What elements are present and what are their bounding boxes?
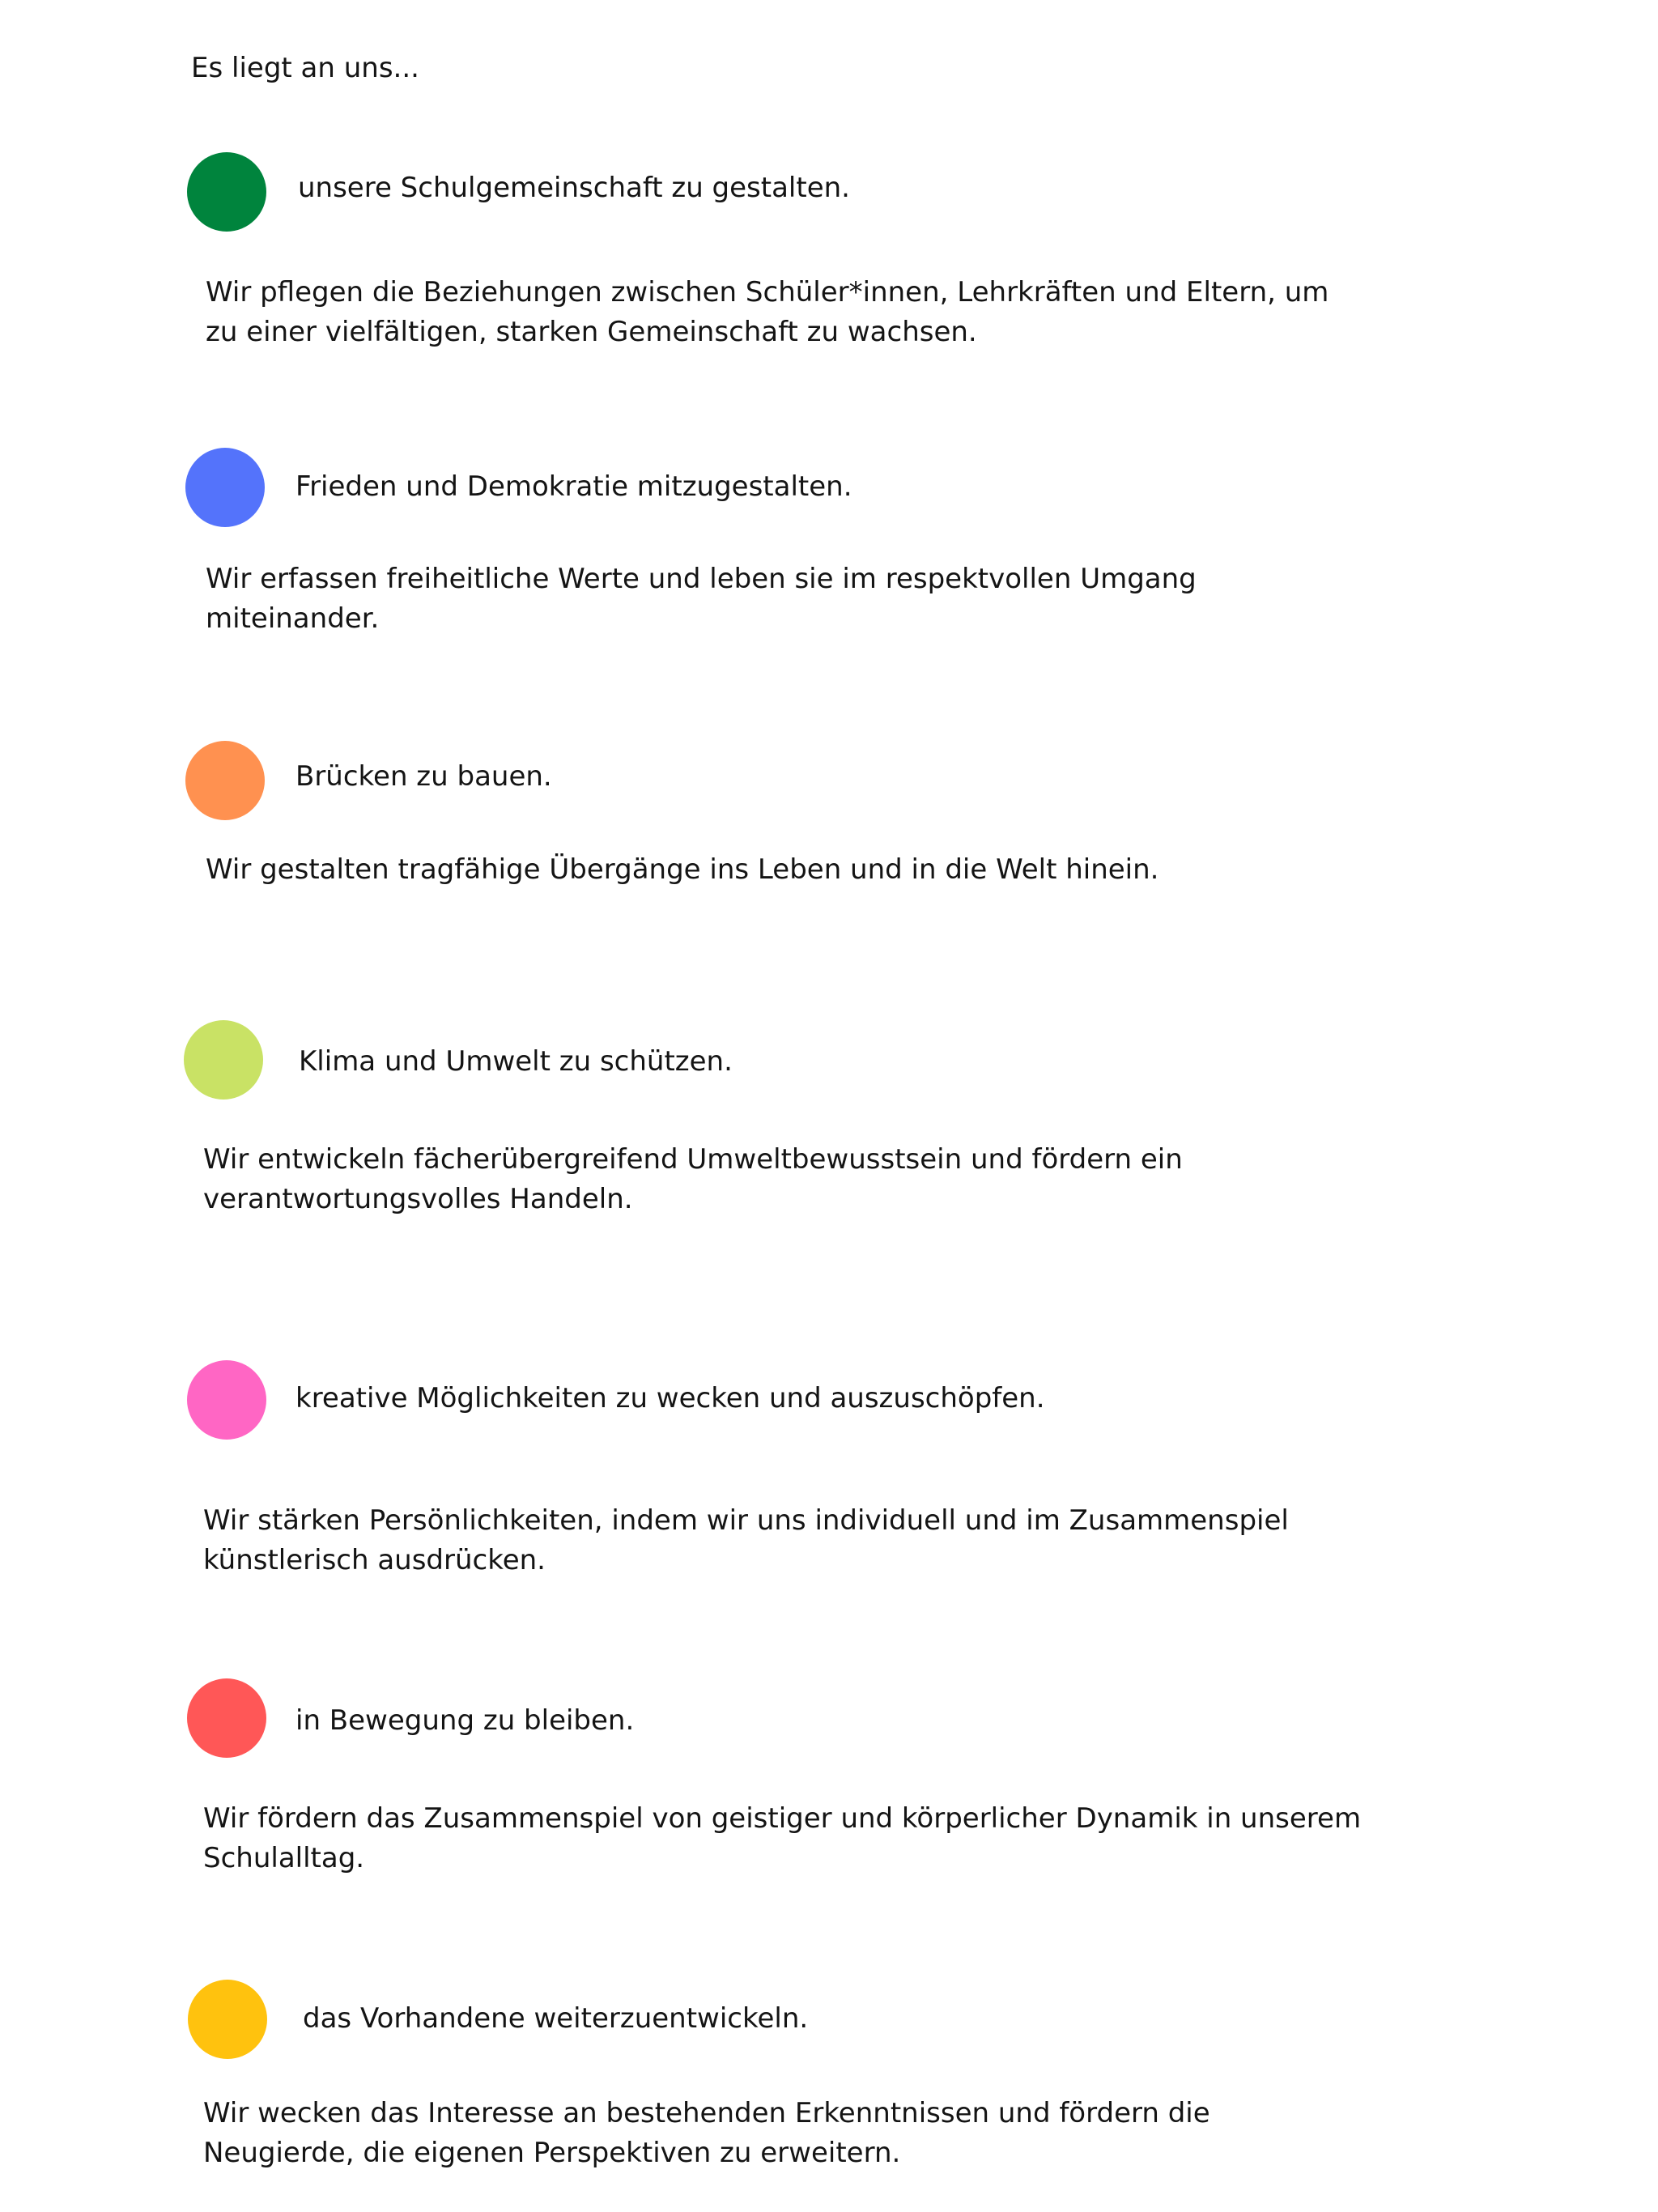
description-line: Wir stärken Persönlichkeiten, indem wir uns individuell und im Zusammenspiel bbox=[203, 1504, 1289, 1537]
section-heading: Klima und Umwelt zu schützen. bbox=[299, 1045, 733, 1078]
section-description bbox=[203, 2094, 1434, 2173]
color-dot-icon bbox=[188, 1980, 267, 2059]
section-heading: in Bewegung zu bleiben. bbox=[295, 1704, 635, 1737]
color-dot-icon bbox=[185, 741, 265, 820]
color-dot-icon bbox=[187, 152, 266, 232]
description-line: Wir wecken das Interesse an bestehenden Erkenntnissen und fördern die bbox=[203, 2097, 1210, 2129]
section-description bbox=[203, 1140, 1434, 1219]
description-line: Wir gestalten tragfähige Übergänge ins Leben und in die Welt hinein. bbox=[206, 853, 1159, 886]
section-heading: kreative Möglichkeiten zu wecken und auszuschöpfen. bbox=[295, 1382, 1045, 1414]
description-line: Neugierde, die eigenen Perspektiven zu erweitern. bbox=[203, 2137, 901, 2169]
section-description bbox=[206, 559, 1436, 639]
section-heading: unsere Schulgemeinschaft zu gestalten. bbox=[298, 172, 850, 204]
color-dot-icon bbox=[185, 448, 265, 527]
description-line: miteinander. bbox=[206, 602, 380, 635]
color-dot-icon bbox=[187, 1360, 266, 1440]
section-heading: Brücken zu bauen. bbox=[295, 760, 552, 793]
section-description bbox=[203, 1799, 1434, 1878]
section-description bbox=[206, 273, 1436, 352]
intro-text: Es liegt an uns... bbox=[191, 52, 419, 84]
description-line: verantwortungsvolles Handeln. bbox=[203, 1183, 633, 1215]
description-line: Schulalltag. bbox=[203, 1842, 365, 1874]
description-line: Wir entwickeln fächerübergreifend Umweltbewusstsein und fördern ein bbox=[203, 1143, 1183, 1176]
description-line: künstlerisch ausdrücken. bbox=[203, 1544, 546, 1576]
section-heading: Frieden und Demokratie mitzugestalten. bbox=[295, 470, 852, 503]
description-line: Wir erfassen freiheitliche Werte und leben sie im respektvollen Umgang bbox=[206, 563, 1197, 595]
description-line: Wir pflegen die Beziehungen zwischen Schüler*innen, Lehrkräften und Eltern, um bbox=[206, 276, 1329, 308]
color-dot-icon bbox=[184, 1020, 263, 1100]
section-heading: das Vorhandene weiterzuentwickeln. bbox=[303, 2002, 809, 2035]
description-line: zu einer vielfältigen, starken Gemeinschaft zu wachsen. bbox=[206, 316, 977, 348]
color-dot-icon bbox=[187, 1678, 266, 1758]
section-description bbox=[203, 1501, 1434, 1580]
description-line: Wir fördern das Zusammenspiel von geistiger und körperlicher Dynamik in unserem bbox=[203, 1802, 1362, 1835]
section-description bbox=[206, 850, 1436, 890]
